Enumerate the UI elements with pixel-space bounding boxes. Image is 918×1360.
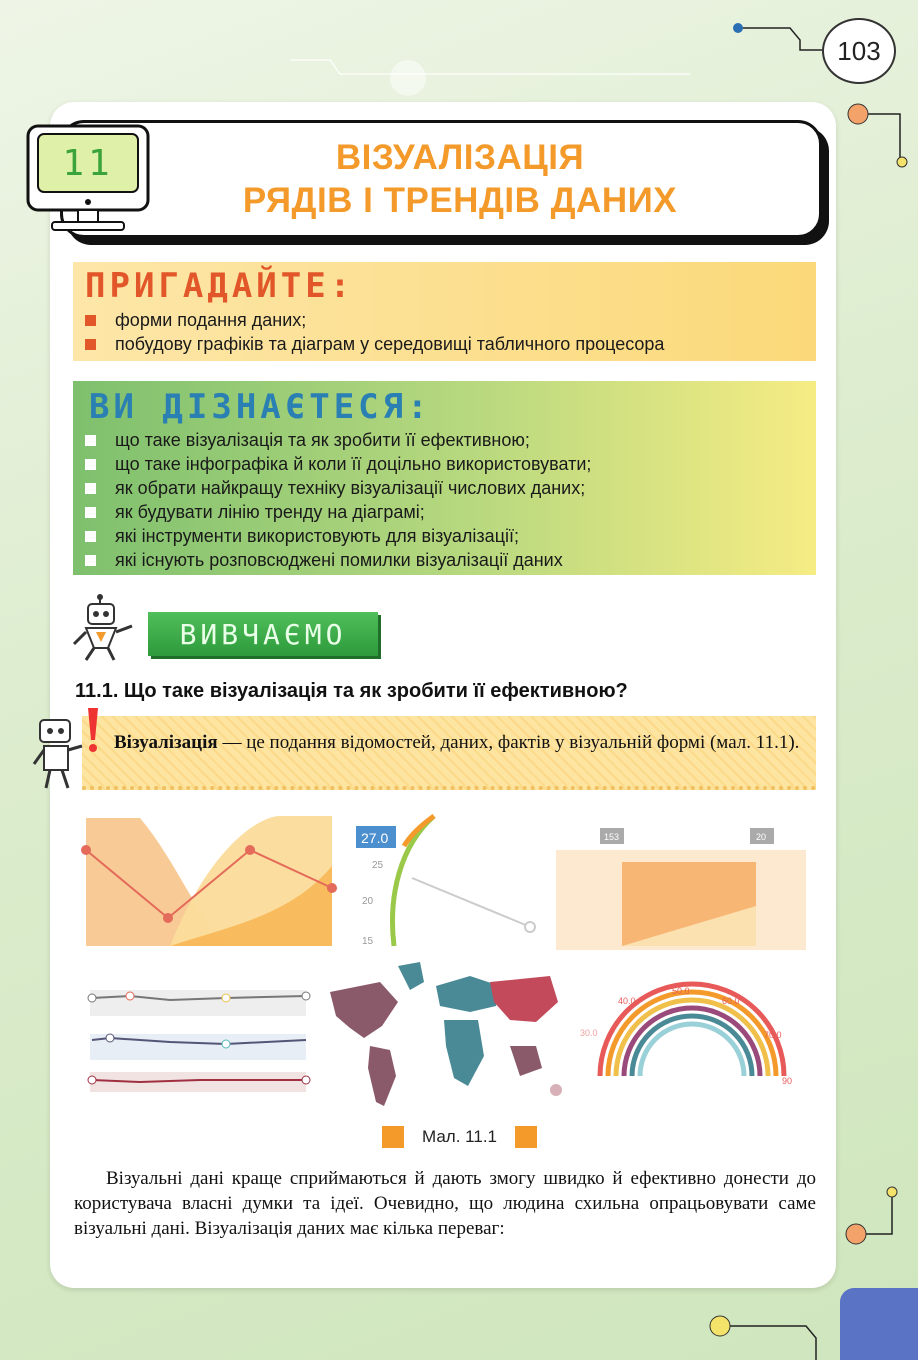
list-item: які інструменти використовують для візуалізації; [85,524,591,548]
page-title [170,136,750,222]
gauge-tick: 15 [362,936,374,947]
gauge-tick: 25 [372,860,384,871]
title-line-2: РЯДІВ І ТРЕНДІВ ДАНИХ [242,181,678,220]
remember-list [85,308,664,356]
caption-square-right [515,1126,537,1148]
list-item: форми подання даних; [85,308,664,332]
bar-flag: 20 [756,832,767,842]
list-item: які існують розповсюджені помилки візуалізації даних [85,548,591,572]
definition-box [82,716,816,790]
arc-label: 40.0 [618,996,636,1006]
body-paragraph: Візуальні дані краще сприймаються й дають змогу швидко й ефективно донести до користувача власні думки та ідеї. Очевидно, що людина схильна опрацьовувати саме візуальні дані. Візуалізація даних має кілька переваг: [74,1168,816,1239]
definition-body: — це подання відомостей, даних, фактів у візуальній формі (мал. 11.1). [217,732,800,753]
arc-chart [580,984,792,1086]
learn-heading: ВИ ДІЗНАЄТЕСЯ: [89,387,432,427]
list-item: побудову графіків та діаграм у середовищі табличного процесора [85,332,664,356]
world-map [330,962,562,1106]
robot-icon [70,594,140,664]
gauge-value: 27.0 [361,830,389,846]
gauge-chart [356,816,535,947]
gauge-tick: 20 [362,896,374,907]
area-line-chart [81,816,337,946]
arc-label: 50.0 [672,986,690,996]
subsection-heading: 11.1. Що таке візуалізація та як зробити її ефективною? [75,680,628,702]
robot-exclamation-icon [32,706,108,792]
remember-heading: ПРИГАДАЙТЕ: [85,266,355,306]
arc-label: 90 [782,1076,793,1086]
arc-label: 30.0 [580,1028,598,1038]
definition-text [114,730,804,756]
arc-label: 60.0 [722,996,740,1006]
page-number: 103 [822,18,896,84]
side-tab [840,1288,918,1360]
list-item: що таке візуалізація та як зробити її ефективною; [85,428,591,452]
figure-infographics [80,806,816,1112]
learn-list [85,428,591,572]
caption-text: Мал. 11.1 [422,1127,497,1146]
arc-label: 70.0 [764,1030,782,1040]
list-item: що таке інфографіка й коли її доцільно використовувати; [85,452,591,476]
list-item: як будувати лінію тренду на діаграмі; [85,500,591,524]
figure-caption [382,1126,537,1148]
bar-area-chart [556,828,806,950]
list-item: як обрати найкращу техніку візуалізації числових даних; [85,476,591,500]
bar-flag: 153 [604,832,620,842]
caption-square-left [382,1126,404,1148]
title-line-1: ВІЗУАЛІЗАЦІЯ [335,138,585,177]
section-number: 11 [62,142,114,184]
definition-term: Візуалізація [114,732,218,753]
study-badge: ВИВЧАЄМО [148,612,378,656]
line-strips-chart [88,990,310,1092]
